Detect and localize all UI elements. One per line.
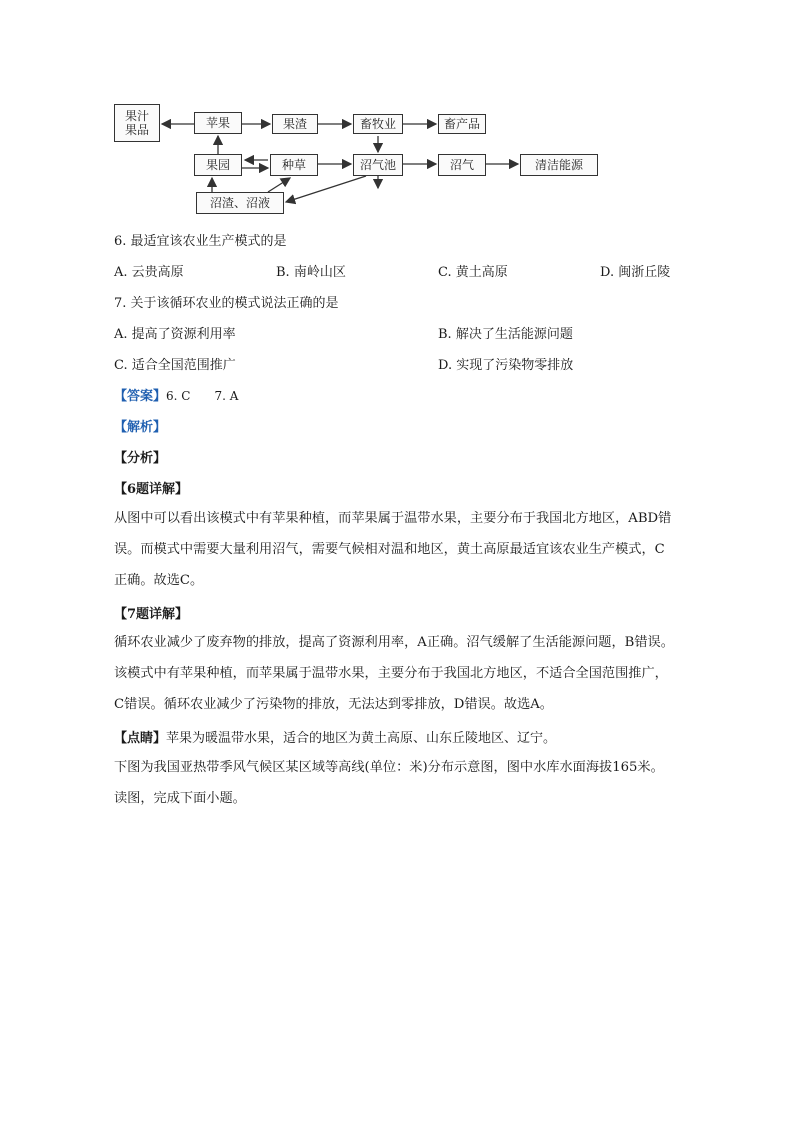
box-juice-products: 果汁 果品 xyxy=(114,104,160,142)
q7-option-b: B. 解决了生活能源问题 xyxy=(438,327,573,342)
q6-option-c: C. 黄土高原 xyxy=(438,265,508,280)
box-livestock-products: 畜产品 xyxy=(438,114,486,134)
q6-detail-text: 从图中可以看出该模式中有苹果种植，而苹果属于温带水果，主要分布于我国北方地区，ABD错误。而模式中需要大量利用沼气，需要气候相对温和地区，黄土高原最适宜该农业生产模式，C正确。故选C。 xyxy=(114,511,672,588)
analysis-tag: 【解析】 xyxy=(114,420,167,435)
q7-detail-text: 循环农业减少了废弃物的排放，提高了资源利用率，A正确。沼气缓解了生活能源问题，B错误。该模式中有苹果种植，而苹果属于温带水果，主要分布于我国北方地区，不适合全国范围推广，C错误。循环农业减少了污染物的排放，无法达到零排放，D错误。故选A。 xyxy=(114,635,674,712)
circular-agriculture-diagram xyxy=(108,96,608,216)
q6-option-a: A. 云贵高原 xyxy=(114,265,184,280)
q7-stem: 7. 关于该循环农业的模式说法正确的是 xyxy=(114,296,339,311)
box-livestock: 畜牧业 xyxy=(353,114,403,134)
box-pomace: 果渣 xyxy=(272,114,318,134)
box-biogas-pit: 沼气池 xyxy=(353,154,403,176)
q7-detail-tag: 【7题详解】 xyxy=(114,607,189,622)
dianjing-line xyxy=(114,727,556,746)
box-residue: 沼渣、沼液 xyxy=(196,192,284,214)
answer-line xyxy=(114,385,238,404)
fenxi-tag: 【分析】 xyxy=(114,451,167,466)
dianjing-tag: 【点睛】 xyxy=(114,731,167,746)
q7-option-d: D. 实现了污染物零排放 xyxy=(438,358,574,373)
answer-text: 6. C 7. A xyxy=(166,389,239,403)
box-grass: 种草 xyxy=(270,154,318,176)
dianjing-text: 苹果为暖温带水果，适合的地区为黄土高原、山东丘陵地区、辽宁。 xyxy=(166,731,557,746)
next-question-intro: 下图为我国亚热带季风气候区某区域等高线(单位：米)分布示意图，图中水库水面海拔165米。读图，完成下面小题。 xyxy=(114,760,664,806)
q6-stem: 6. 最适宜该农业生产模式的是 xyxy=(114,234,287,249)
q7-option-a: A. 提高了资源利用率 xyxy=(114,327,236,342)
box-clean-energy: 清洁能源 xyxy=(520,154,598,176)
box-orchard: 果园 xyxy=(194,154,242,176)
q6-option-d: D. 闽浙丘陵 xyxy=(600,265,671,280)
box-biogas: 沼气 xyxy=(438,154,486,176)
box-apple: 苹果 xyxy=(194,112,242,134)
q7-option-c: C. 适合全国范围推广 xyxy=(114,358,236,373)
answer-tag: 【答案】 xyxy=(114,389,167,404)
q6-detail-tag: 【6题详解】 xyxy=(114,482,189,497)
q6-option-b: B. 南岭山区 xyxy=(276,265,346,280)
